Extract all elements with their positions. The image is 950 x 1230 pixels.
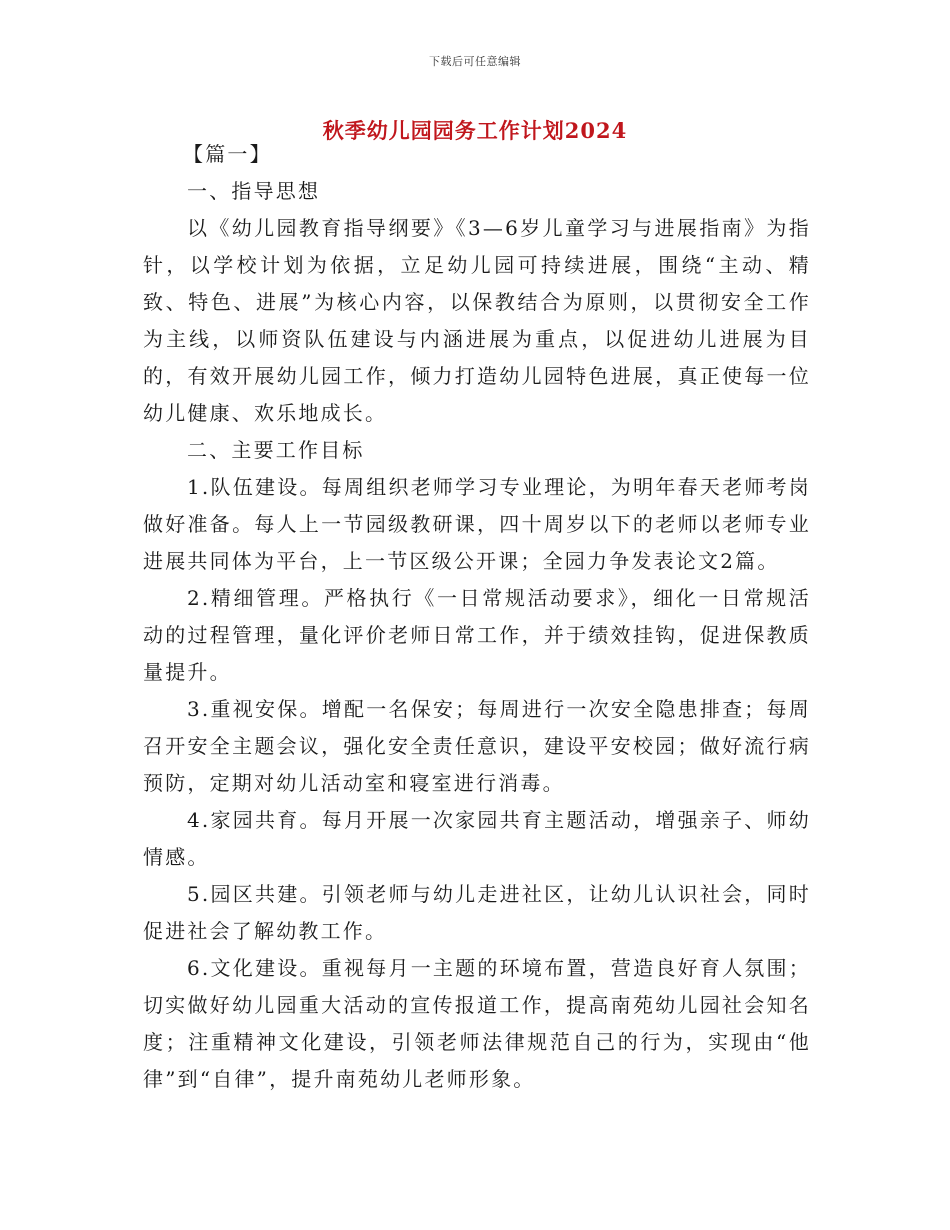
paragraph-goal-4: 4.家园共育。每月开展一次家园共育主题活动，增强亲子、师幼情感。 bbox=[143, 808, 811, 869]
paragraph-goal-5: 5.园区共建。引领老师与幼儿走进社区，让幼儿认识社会，同时促进社会了解幼教工作。 bbox=[143, 882, 811, 943]
paragraph-goal-2: 2.精细管理。严格执行《一日常规活动要求》，细化一日常规活动的过程管理，量化评价老师日常工作，并于绩效挂钩，促进保教质量提升。 bbox=[143, 586, 811, 684]
paragraph-goal-3: 3.重视安保。增配一名保安；每周进行一次安全隐患排查；每周召开安全主题会议，强化安全责任意识，建设平安校园；做好流行病预防，定期对幼儿活动室和寝室进行消毒。 bbox=[143, 697, 811, 795]
page-header: 下载后可任意编辑 bbox=[429, 55, 521, 68]
section-tag: 【篇一】 bbox=[183, 142, 272, 166]
paragraph-goal-6: 6.文化建设。重视每月一主题的环境布置，营造良好育人氛围；切实做好幼儿园重大活动的宣传报道工作，提高南苑幼儿园社会知名度；注重精神文化建设，引领老师法律规范自己的行为，实现由“他律”到“自律”，提升南苑幼儿老师形象。 bbox=[143, 956, 811, 1091]
paragraph-goal-1: 1.队伍建设。每周组织老师学习专业理论，为明年春天老师考岗做好准备。每人上一节园级教研课，四十周岁以下的老师以老师专业进展共同体为平台，上一节区级公开课；全园力争发表论文2篇。 bbox=[143, 475, 811, 573]
heading-goals: 二、主要工作目标 bbox=[187, 438, 365, 462]
heading-guiding: 一、指导思想 bbox=[187, 179, 321, 203]
document-body bbox=[143, 136, 811, 1098]
paragraph-guiding: 以《幼儿园教育指导纲要》《3—6岁儿童学习与进展指南》为指针，以学校计划为依据，立足幼儿园可持续进展，围绕“主动、精致、特色、进展”为核心内容，以保教结合为原则，以贯彻安全工作为主线，以师资队伍建设与内涵进展为重点，以促进幼儿进展为目的，有效开展幼儿园工作，倾力打造幼儿园特色进展，真正使每一位幼儿健康、欢乐地成长。 bbox=[143, 216, 811, 425]
document-title: 秋季幼儿园园务工作计划2024 bbox=[322, 118, 628, 143]
